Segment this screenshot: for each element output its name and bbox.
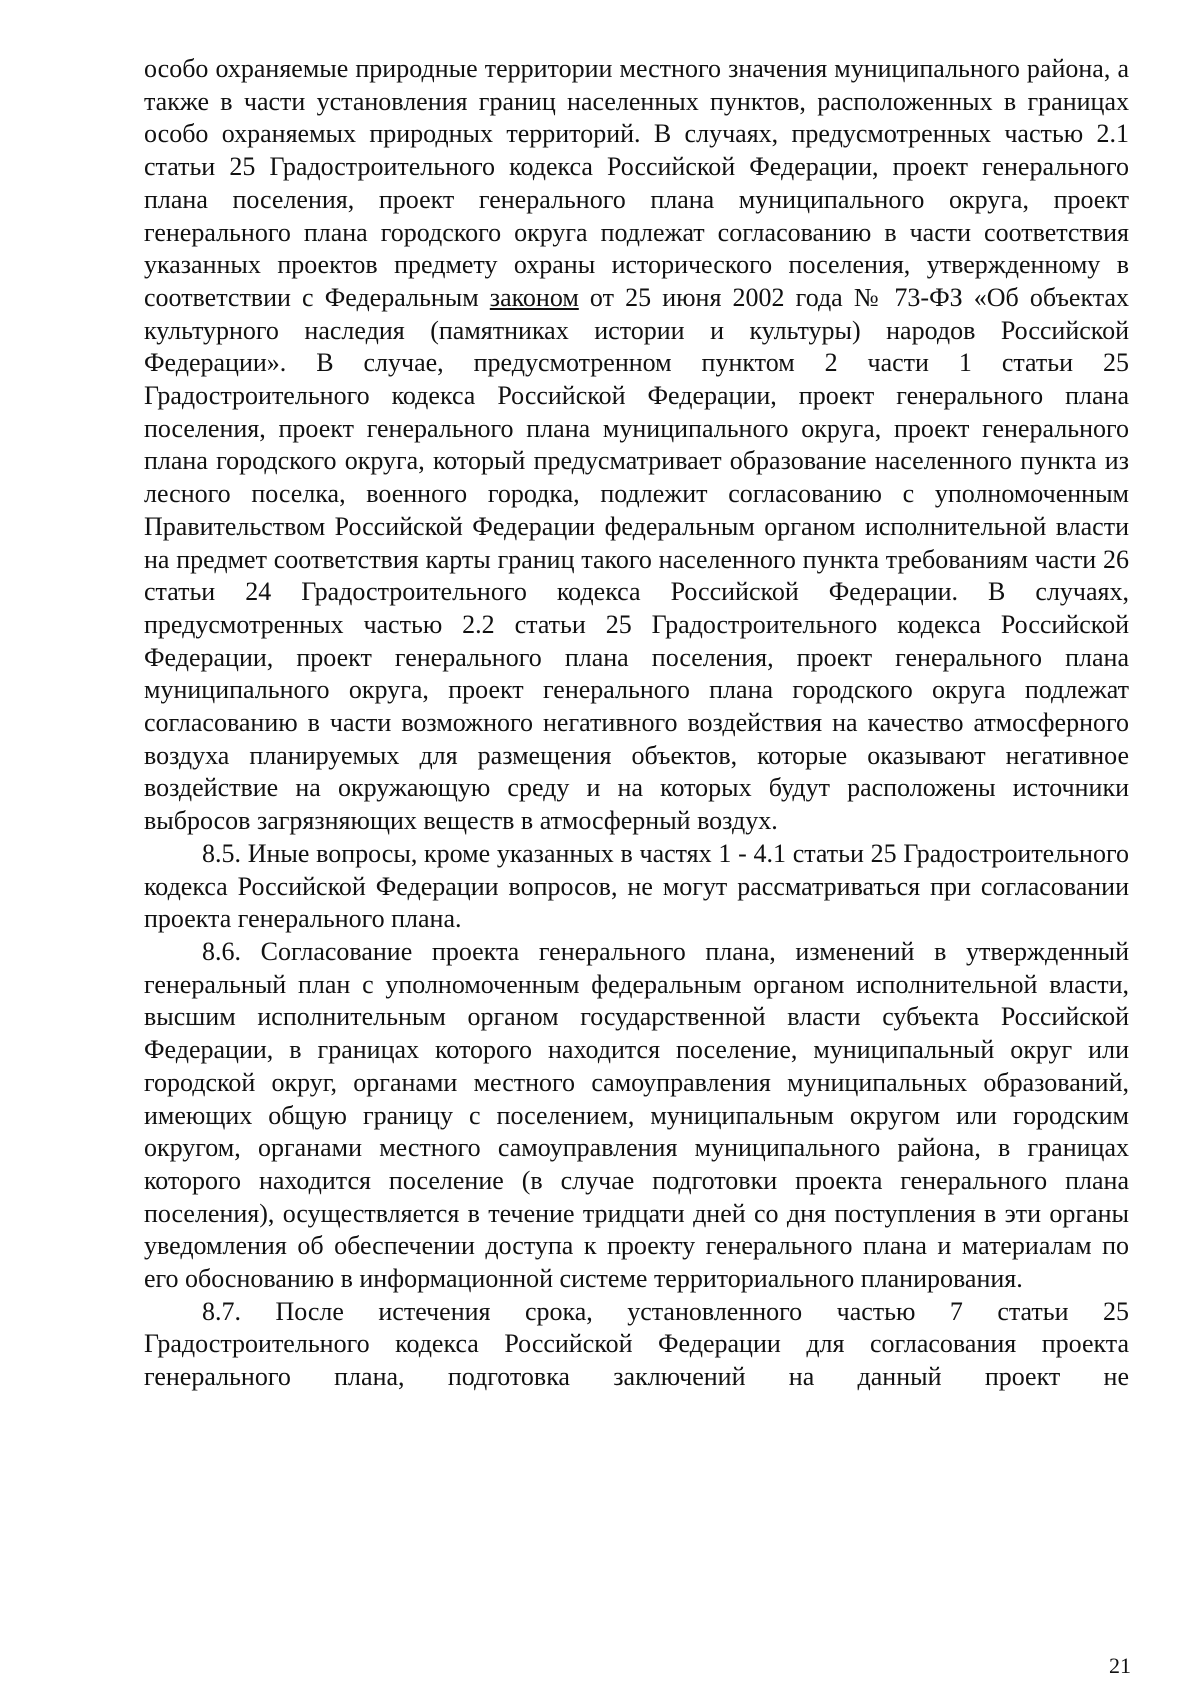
paragraph-8-5: 8.5. Иные вопросы, кроме указанных в частях 1 - 4.1 статьи 25 Градостроительного кодекса Российской Федерации вопросов, не могут рассматриваться при согласовании проекта генерального плана. — [144, 838, 1129, 934]
paragraph-8-7: 8.7. После истечения срока, установленного частью 7 статьи 25 Градостроительного кодекса Российской Федерации для согласования проекта генерального плана, подготовка заключений на данный проект не — [144, 1296, 1129, 1392]
paragraph-text: особо охраняемые природные территории местного значения муниципального района, а также в части установления границ населенных пунктов, расположенных в границах особо охраняемых природных территорий. В случаях, предусмотренных частью 2.1 статьи 25 Градостроительного кодекса Российской Федерации, проект генерального плана поселения, проект генерального плана муниципального округа, проект генерального плана городского округа подлежат согласованию в части соответствия указанных проектов предмету охраны исторического поселения, утвержденному в соответствии с Федеральным — [144, 54, 1129, 312]
paragraph-text: от 25 июня 2002 года № 73-ФЗ «Об объектах культурного наследия (памятниках истории и культуры) народов Российской Федерации». В случае, предусмотренном пунктом 2 части 1 статьи 25 Градостроительного кодекса Российской Федерации, проект генерального плана поселения, проект генерального плана муниципального округа, проект генерального плана городского округа, который предусматривает образование населенного пункта из лесного поселка, военного городка, подлежит согласованию с уполномоченным Правительством Российской Федерации федеральным органом исполнительной власти на предмет соответствия карты границ такого населенного пункта требованиям части 26 статьи 24 Градостроительного кодекса Российской Федерации. В случаях, предусмотренных частью 2.2 статьи 25 Градостроительного кодекса Российской Федерации, проект генерального плана поселения, проект генерального плана муниципального округа, проект генерального плана городского округа подлежат согласованию в части возможного негативного воздействия на качество атмосферного воздуха планируемых для размещения объектов, которые оказывают негативное воздействие на окружающую среду и на которых будут расположены источники выбросов загрязняющих веществ в атмосферный воздух. — [144, 282, 1129, 836]
paragraph-8-6: 8.6. Согласование проекта генерального плана, изменений в утвержденный генеральный план с уполномоченным федеральным органом исполнительной власти, высшим исполнительным органом государственной власти субъекта Российской Федерации, в границах которого находится поселение, муниципальный округ или городской округ, органами местного самоуправления муниципальных образований, имеющих общую границу с поселением, муниципальным округом или городским округом, органами местного самоуправления муниципального района, в границах которого находится поселение (в случае подготовки проекта генерального плана поселения), осуществляется в течение тридцати дней со дня поступления в эти органы уведомления об обеспечении доступа к проекту генерального плана и материалам по его обоснованию в информационной системе территориального планирования. — [144, 936, 1129, 1294]
document-body — [144, 53, 1129, 1394]
law-link[interactable]: законом — [489, 282, 579, 312]
page-number: 21 — [1109, 1653, 1131, 1678]
paragraph-continuation — [144, 53, 1129, 838]
